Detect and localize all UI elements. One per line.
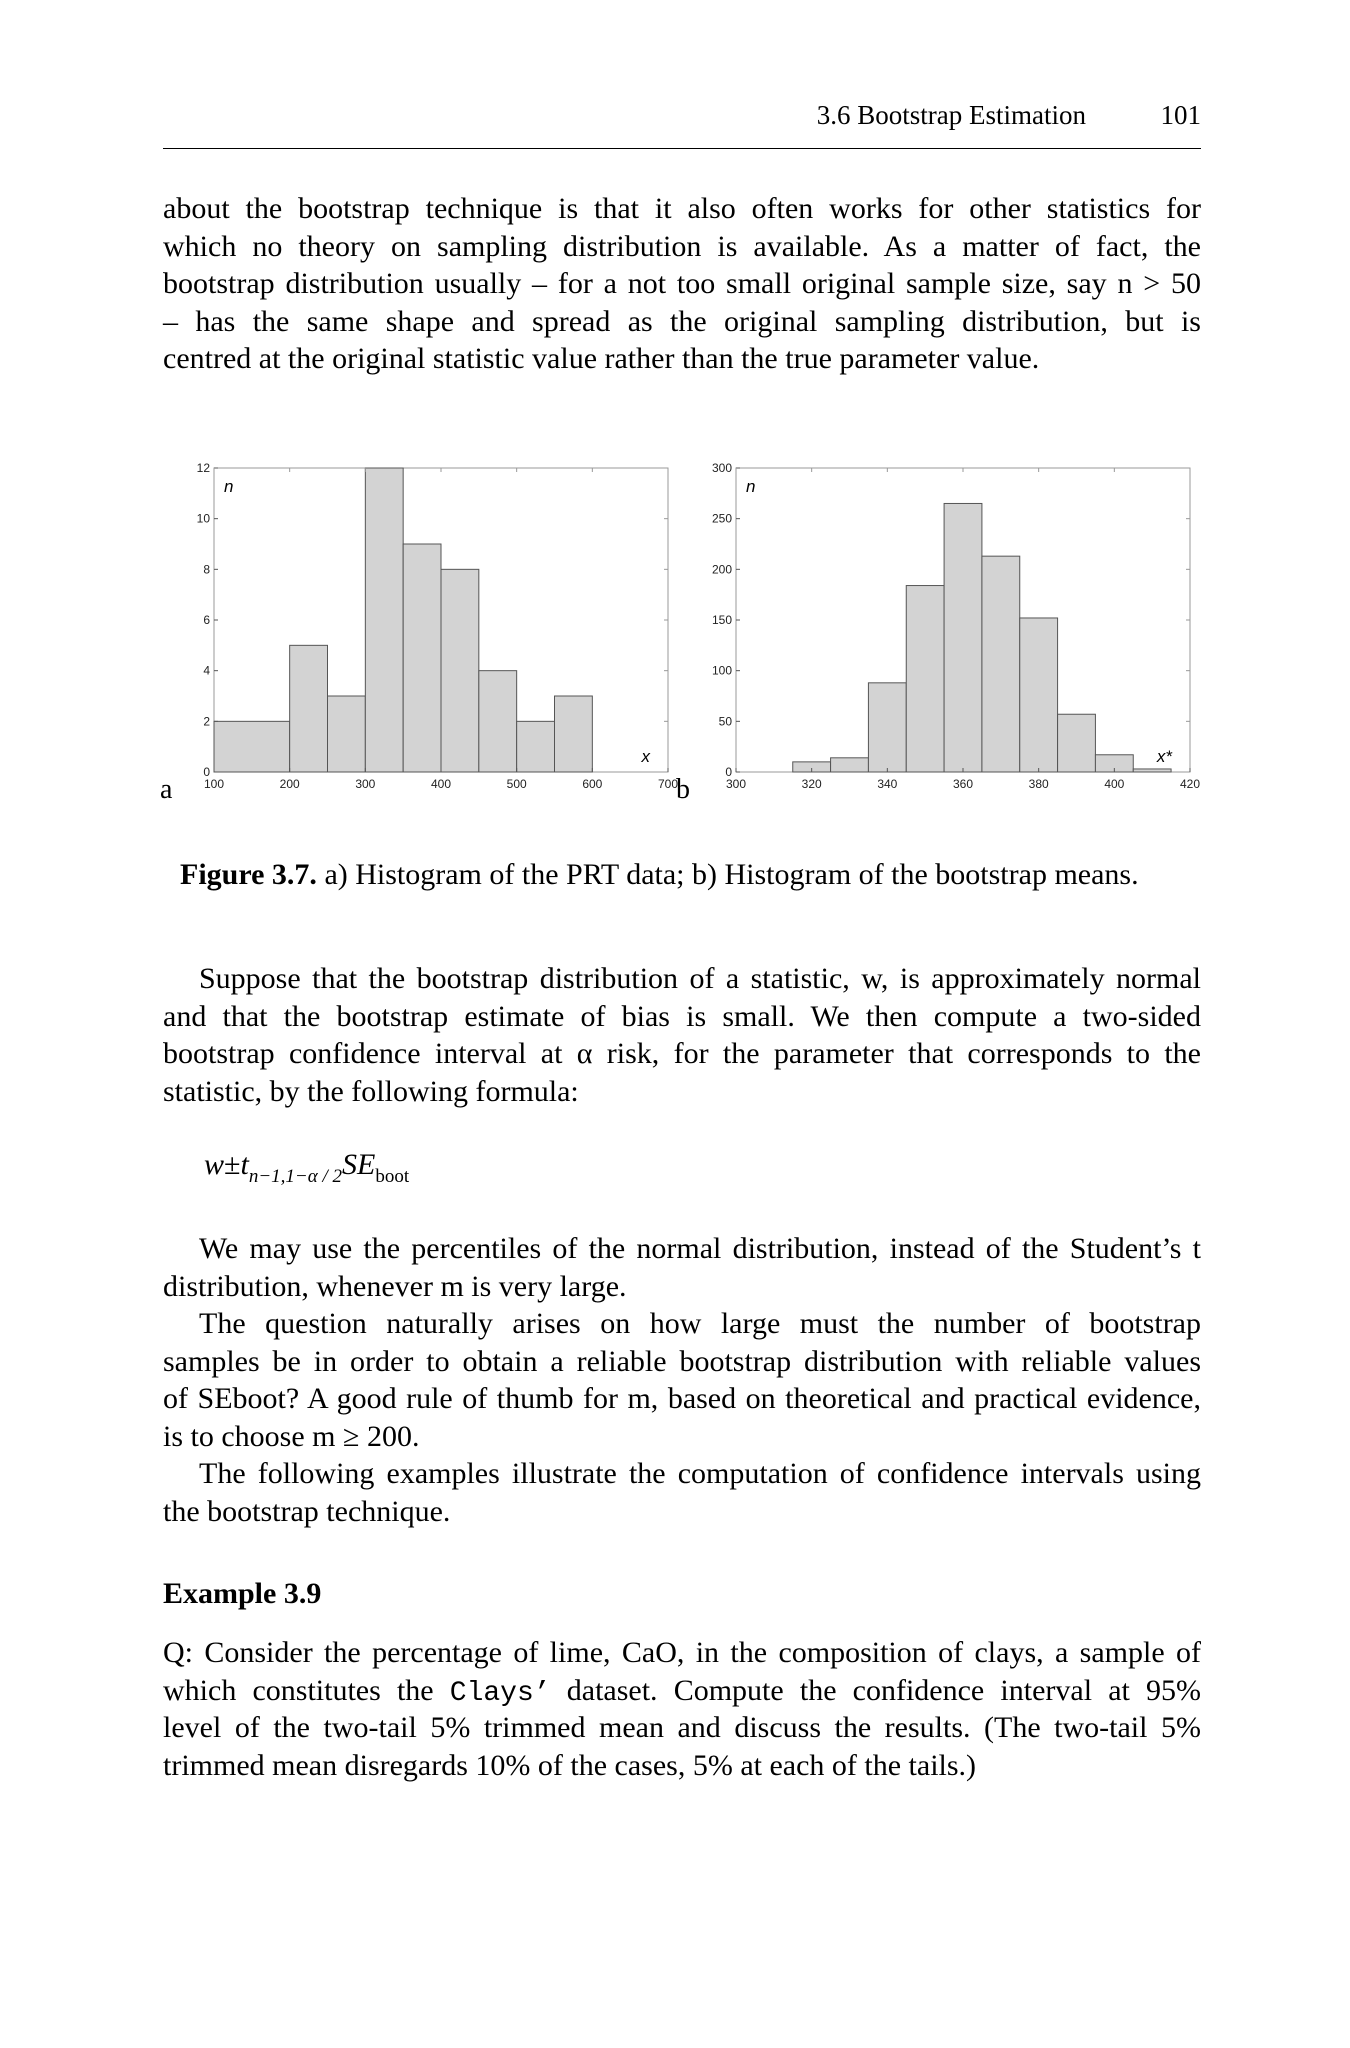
text-line: samples be in order to obtain a reliable bootstrap distribution with reliable values (163, 1344, 1201, 1378)
panel-label: b (676, 774, 690, 805)
text-line: of SEboot? A good rule of thumb for m, based on theoretical and practical evidence, (163, 1382, 1201, 1415)
x-tick-label: 380 (1028, 777, 1049, 791)
x-tick-label: 340 (877, 777, 898, 791)
histogram-bar (328, 696, 366, 772)
example-title: Example 3.9 (163, 1577, 322, 1610)
histogram-bar (1133, 769, 1171, 772)
formula-se-subscript: boot (375, 1166, 410, 1187)
histogram-bar (982, 556, 1020, 772)
y-tick-label: 6 (203, 613, 210, 627)
example-question (163, 1634, 1201, 1784)
text-line: trimmed mean disregards 10% of the cases, 5% at each of the tails.) (163, 1748, 977, 1782)
text-line: Suppose that the bootstrap distribution of a statistic, w, is approximately normal (199, 962, 1201, 995)
x-tick-label: 300 (725, 777, 747, 791)
text-line: Q: Consider the percentage of lime, CaO, in the composition of clays, a sample of (163, 1636, 1201, 1669)
histogram-bar (906, 586, 944, 772)
y-tick-label: 200 (711, 562, 732, 577)
text-line: the bootstrap technique. (163, 1494, 451, 1528)
y-tick-label: 0 (203, 765, 210, 779)
percentiles-paragraph (163, 1230, 1201, 1305)
formula-t-subscript: n−1,1−α / 2 (248, 1166, 342, 1187)
text-line: is to choose m ≥ 200. (163, 1419, 420, 1453)
examples-paragraph (163, 1455, 1201, 1530)
histogram-bar (290, 645, 328, 772)
running-head (163, 96, 1201, 136)
text-line: The question naturally arises on how large must the number of bootstrap (199, 1307, 1201, 1340)
text-line: and that the bootstrap estimate of bias is small. We then compute a two-sided (163, 999, 1201, 1033)
histogram-bar (831, 758, 869, 772)
y-tick-label: 250 (711, 511, 732, 526)
text-line: The following examples illustrate the computation of confidence intervals using (199, 1457, 1201, 1490)
text-line: statistic, by the following formula: (163, 1074, 579, 1108)
y-tick-label: 4 (203, 663, 210, 678)
histogram-bar (1020, 618, 1058, 772)
histogram-bar (365, 468, 403, 772)
y-tick-label: 12 (196, 461, 210, 475)
caption-text: a) Histogram of the PRT data; b) Histogram of the bootstrap means. (316, 858, 1139, 891)
formula-se: SE (341, 1148, 376, 1181)
y-axis-label: n (224, 477, 234, 496)
y-tick-label: 0 (725, 765, 732, 779)
x-tick-label: 200 (279, 777, 300, 791)
figure-3-7 (150, 440, 1210, 850)
text-line: – has the same shape and spread as the original sampling distribution, but is (163, 304, 1201, 338)
histogram-bar (555, 696, 593, 772)
confidence-interval-formula (204, 1148, 410, 1187)
text-line: centred at the original statistic value rather than the true parameter value. (163, 342, 1040, 375)
x-tick-label: 100 (203, 777, 225, 791)
x-tick-label: 700 (657, 777, 679, 791)
histogram-bar (214, 721, 290, 772)
formula-t: t (240, 1148, 249, 1181)
panel-label: a (160, 774, 173, 805)
x-tick-label: 320 (801, 777, 822, 791)
x-tick-label: 300 (355, 777, 376, 791)
sample-size-paragraph (163, 1305, 1201, 1455)
caption-label: Figure 3.7. (180, 858, 317, 891)
x-axis-label: x (641, 747, 650, 766)
header-rule (163, 148, 1201, 149)
x-tick-label: 400 (430, 777, 452, 791)
text-line: bootstrap distribution usually – for a not too small original sample size, say n > 50 (163, 267, 1201, 300)
histogram-figure (150, 440, 1210, 850)
x-tick-label: 600 (582, 777, 603, 791)
formula-w: w (204, 1148, 225, 1181)
text-line: which constitutes the Clays’ dataset. Compute the confidence interval at 95% (163, 1673, 1201, 1709)
formula-plus-minus: ± (224, 1148, 241, 1181)
text-line: distribution, whenever m is very large. (163, 1269, 627, 1303)
figure-caption (180, 858, 1190, 892)
text-line: level of the two-tail 5% trimmed mean and discuss the results. (The two-tail 5% (163, 1711, 1201, 1744)
y-tick-label: 2 (203, 714, 210, 729)
histogram-bootstrap-means (676, 461, 1200, 805)
intro-paragraph (163, 190, 1201, 378)
histogram-bar (441, 569, 479, 772)
y-tick-label: 10 (196, 511, 210, 526)
y-tick-label: 100 (711, 663, 732, 678)
y-axis-label: n (746, 477, 756, 496)
x-tick-label: 500 (506, 777, 527, 791)
histogram-bar (1058, 714, 1096, 772)
dataset-name: Clays’ (449, 1677, 551, 1709)
text-line: bootstrap confidence interval at α risk, for the parameter that corresponds to the (163, 1037, 1201, 1070)
histogram-bar (479, 671, 517, 772)
histogram-bar (517, 721, 555, 772)
bootstrap-normal-paragraph (163, 960, 1201, 1110)
histogram-bar (868, 683, 906, 772)
histogram-prt-data (160, 461, 678, 805)
y-tick-label: 8 (203, 562, 210, 577)
histogram-bar (944, 503, 982, 772)
y-tick-label: 50 (718, 714, 732, 729)
y-tick-label: 300 (711, 461, 732, 475)
x-tick-label: 360 (952, 777, 974, 791)
text-line: which no theory on sampling distribution is available. As a matter of fact, the (163, 229, 1201, 263)
page-number: 101 (1160, 100, 1201, 130)
y-tick-label: 150 (711, 613, 732, 627)
section-title: 3.6 Bootstrap Estimation (816, 100, 1086, 130)
text-line: We may use the percentiles of the normal distribution, instead of the Student’s t (199, 1232, 1201, 1265)
text-line: about the bootstrap technique is that it also often works for other statistics for (163, 192, 1201, 225)
x-tick-label: 400 (1104, 777, 1125, 791)
x-axis-label: x* (1156, 747, 1172, 766)
x-tick-label: 420 (1179, 777, 1201, 791)
histogram-bar (403, 544, 441, 772)
